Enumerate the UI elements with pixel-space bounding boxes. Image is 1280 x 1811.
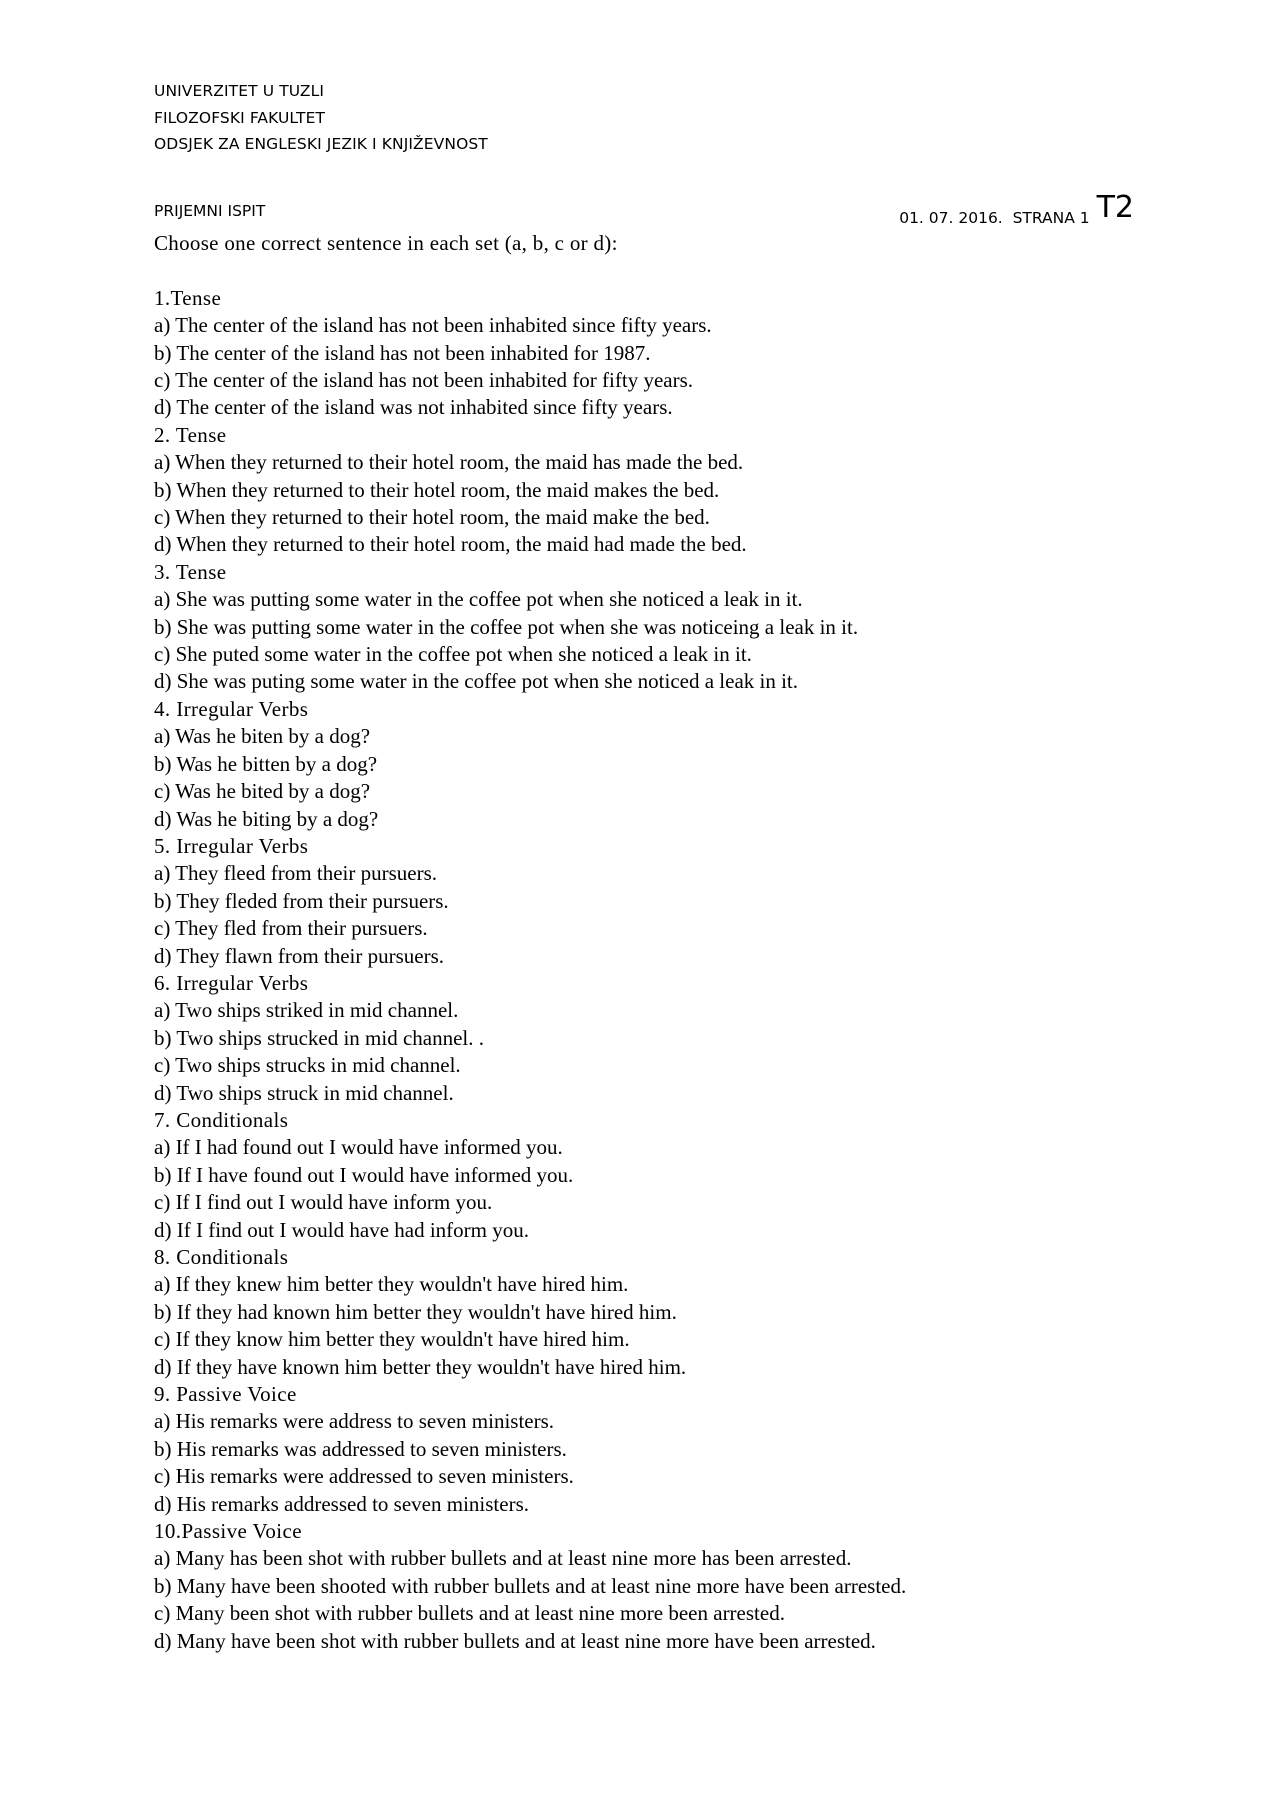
answer-option-c: c) The center of the island has not been inhabited for fifty years. [154, 368, 693, 393]
question-title: 9. Passive Voice [154, 1382, 297, 1407]
question-6 [154, 970, 1114, 1107]
answer-option-a: a) They fleed from their pursuers. [154, 861, 438, 886]
answer-option-b: b) Two ships strucked in mid channel. . [154, 1025, 485, 1050]
question-8 [154, 1244, 1114, 1381]
question-1 [154, 285, 1114, 422]
answer-option-a: a) She was putting some water in the coffee pot when she noticed a leak in it. [154, 587, 803, 612]
answer-option-a: a) If they knew him better they wouldn't have hired him. [154, 1272, 629, 1297]
answer-option-a: a) His remarks were address to seven ministers. [154, 1409, 555, 1434]
question-title: 10.Passive Voice [154, 1519, 302, 1544]
answer-option-a: a) The center of the island has not been inhabited since fifty years. [154, 313, 712, 338]
question-title: 4. Irregular Verbs [154, 696, 309, 721]
answer-option-b: b) When they returned to their hotel room, the maid makes the bed. [154, 477, 720, 502]
question-title: 2. Tense [154, 422, 227, 447]
question-title: 1.Tense [154, 285, 222, 310]
question-list [154, 285, 1114, 1655]
answer-option-c: c) Two ships strucks in mid channel. [154, 1053, 461, 1078]
question-title: 5. Irregular Verbs [154, 833, 309, 858]
answer-option-b: b) Many have been shooted with rubber bullets and at least nine more have been arrested. [154, 1573, 907, 1598]
answer-option-c: c) If I find out I would have inform you. [154, 1190, 493, 1215]
answer-option-c: c) Was he bited by a dog? [154, 779, 371, 804]
answer-option-d: d) His remarks addressed to seven ministers. [154, 1491, 529, 1516]
answer-option-d: d) Was he biting by a dog? [154, 806, 379, 831]
answer-option-d: d) Many have been shot with rubber bullets and at least nine more have been arrested. [154, 1628, 876, 1653]
answer-option-c: c) They fled from their pursuers. [154, 916, 428, 941]
answer-option-c: c) Many been shot with rubber bullets and at least nine more been arrested. [154, 1601, 785, 1626]
test-code: T2 [1096, 190, 1134, 225]
answer-option-a: a) When they returned to their hotel room, the maid has made the bed. [154, 450, 744, 475]
university-name: UNIVERZITET U TUZLI [154, 82, 325, 100]
question-title: 3. Tense [154, 559, 227, 584]
question-2 [154, 422, 1114, 559]
question-7 [154, 1107, 1114, 1244]
question-9 [154, 1381, 1114, 1518]
answer-option-b: b) They fleded from their pursuers. [154, 888, 449, 913]
question-title: 7. Conditionals [154, 1107, 289, 1132]
answer-option-d: d) Two ships struck in mid channel. [154, 1080, 454, 1105]
answer-option-b: b) Was he bitten by a dog? [154, 751, 378, 776]
instructions: Choose one correct sentence in each set (a, b, c or d): [154, 231, 618, 255]
question-10 [154, 1518, 1114, 1655]
answer-option-d: d) She was puting some water in the coffee pot when she noticed a leak in it. [154, 669, 799, 694]
answer-option-c: c) His remarks were addressed to seven ministers. [154, 1464, 574, 1489]
answer-option-d: d) If I find out I would have had inform you. [154, 1217, 529, 1242]
question-title: 6. Irregular Verbs [154, 970, 309, 995]
exam-body [154, 230, 1114, 1655]
answer-option-d: d) When they returned to their hotel room, the maid had made the bed. [154, 532, 747, 557]
exam-info-line [154, 190, 1134, 228]
answer-option-a: a) Was he biten by a dog? [154, 724, 371, 749]
answer-option-c: c) When they returned to their hotel room, the maid make the bed. [154, 505, 710, 530]
exam-date: 01. 07. 2016. [899, 209, 1003, 227]
answer-option-c: c) She puted some water in the coffee pot when she noticed a leak in it. [154, 642, 752, 667]
question-5 [154, 833, 1114, 970]
answer-option-d: d) If they have known him better they wouldn't have hired him. [154, 1354, 687, 1379]
spacer [154, 257, 1114, 284]
answer-option-b: b) She was putting some water in the coffee pot when she was noticeing a leak in it. [154, 614, 859, 639]
page-number: STRANA 1 [1012, 209, 1090, 227]
answer-option-b: b) If I have found out I would have informed you. [154, 1162, 574, 1187]
answer-option-a: a) Many has been shot with rubber bullets and at least nine more has been arrested. [154, 1546, 852, 1571]
answer-option-d: d) The center of the island was not inhabited since fifty years. [154, 395, 673, 420]
answer-option-b: b) The center of the island has not been inhabited for 1987. [154, 340, 651, 365]
question-title: 8. Conditionals [154, 1245, 289, 1270]
exam-title: PRIJEMNI ISPIT [154, 202, 266, 220]
answer-option-a: a) Two ships striked in mid channel. [154, 998, 459, 1023]
document-header [154, 78, 488, 158]
question-4 [154, 696, 1114, 833]
answer-option-a: a) If I had found out I would have informed you. [154, 1135, 563, 1160]
answer-option-b: b) His remarks was addressed to seven ministers. [154, 1436, 567, 1461]
department-name: ODSJEK ZA ENGLESKI JEZIK I KNJIŽEVNOST [154, 135, 488, 153]
answer-option-d: d) They flawn from their pursuers. [154, 943, 445, 968]
answer-option-b: b) If they had known him better they wouldn't have hired him. [154, 1299, 677, 1324]
answer-option-c: c) If they know him better they wouldn't have hired him. [154, 1327, 630, 1352]
exam-meta [899, 190, 1134, 227]
question-3 [154, 559, 1114, 696]
faculty-name: FILOZOFSKI FAKULTET [154, 108, 326, 127]
